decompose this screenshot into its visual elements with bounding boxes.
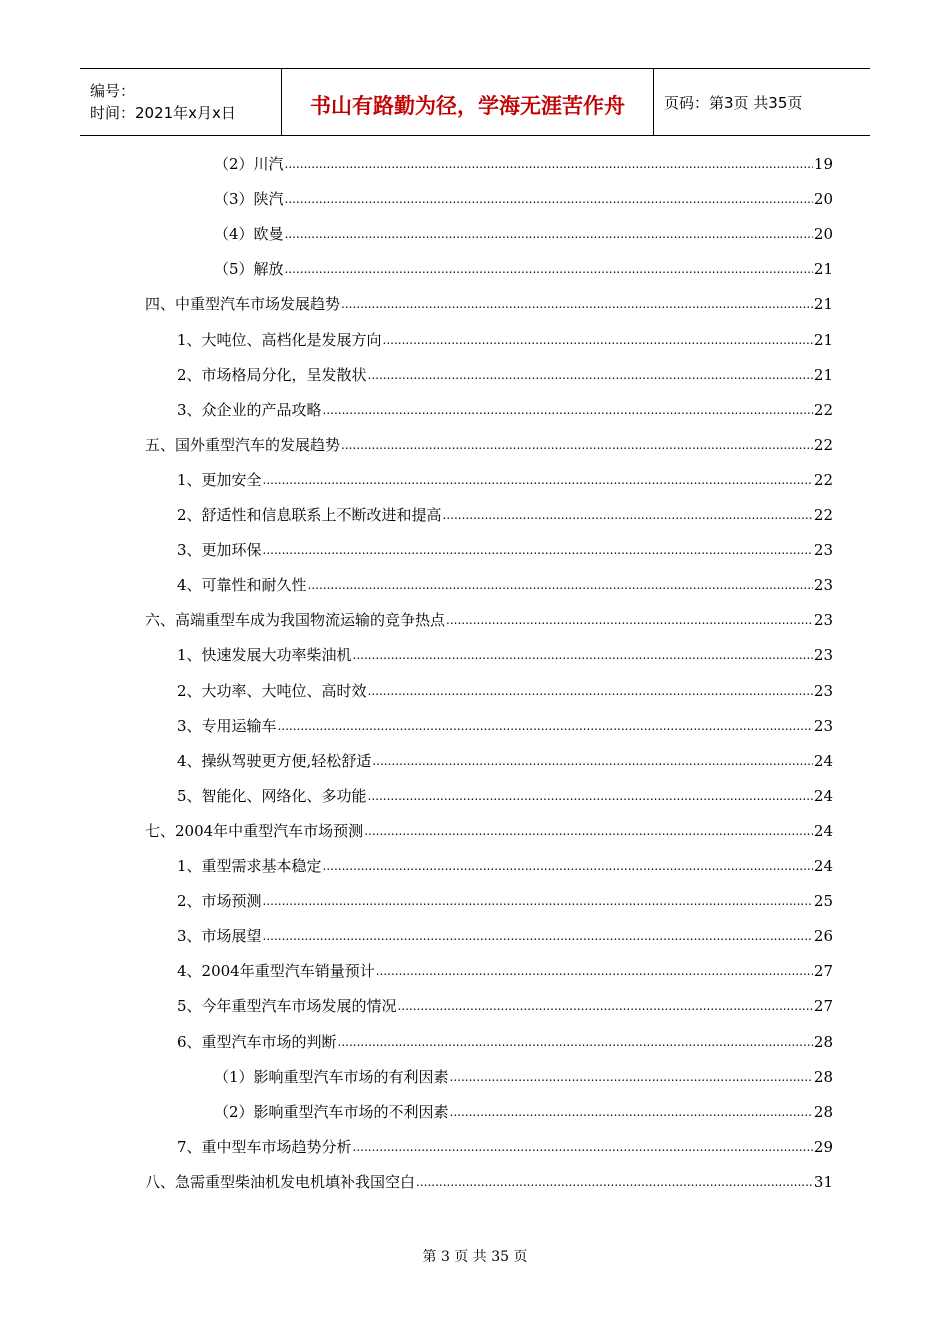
toc-dot-leader: [263, 538, 813, 561]
toc-entry-page: 25: [813, 892, 833, 910]
toc-entry[interactable]: [145, 820, 833, 842]
toc-entry-page: 23: [813, 611, 833, 629]
toc-entry[interactable]: [177, 890, 833, 912]
toc-entry[interactable]: [177, 680, 833, 702]
toc-entry-page: 27: [813, 997, 833, 1015]
toc-entry-title: 1、大吨位、高档化是发展方向: [177, 331, 382, 349]
toc-entry-title: （2）影响重型汽车市场的不利因素: [214, 1103, 449, 1121]
toc-entry-title: 3、众企业的产品攻略: [177, 401, 322, 419]
toc-entry[interactable]: [177, 750, 833, 772]
toc-entry-page: 24: [813, 857, 833, 875]
toc-entry-page: 23: [813, 576, 833, 594]
toc-dot-leader: [372, 749, 813, 772]
header-meta-cell: [80, 69, 282, 135]
toc-entry-title: 2、市场格局分化，呈发散状: [177, 366, 367, 384]
toc-entry[interactable]: [177, 469, 833, 491]
toc-entry[interactable]: [177, 399, 833, 421]
toc-dot-leader: [285, 152, 813, 175]
toc-dot-leader: [450, 1065, 813, 1088]
toc-entry-page: 24: [813, 787, 833, 805]
toc-entry[interactable]: [177, 995, 833, 1017]
toc-entry-title: 3、专用运输车: [177, 717, 277, 735]
toc-entry-title: 5、智能化、网络化、多功能: [177, 787, 367, 805]
toc-entry-page: 22: [813, 436, 833, 454]
toc-entry-page: 23: [813, 717, 833, 735]
toc-entry[interactable]: [214, 1066, 833, 1088]
toc-dot-leader: [338, 1030, 813, 1053]
toc-entry-title: （3）陕汽: [214, 190, 284, 208]
toc-entry-page: 26: [813, 927, 833, 945]
toc-dot-leader: [285, 187, 813, 210]
toc-entry[interactable]: [177, 1031, 833, 1053]
toc-entry[interactable]: [214, 223, 833, 245]
toc-entry-page: 24: [813, 822, 833, 840]
toc-entry-title: （4）欧曼: [214, 225, 284, 243]
toc-entry-page: 31: [813, 1173, 833, 1191]
toc-entry[interactable]: [177, 715, 833, 737]
toc-dot-leader: [443, 503, 813, 526]
toc-dot-leader: [353, 643, 813, 666]
toc-entry-page: 22: [813, 506, 833, 524]
toc-dot-leader: [353, 1135, 813, 1158]
toc-dot-leader: [341, 292, 813, 315]
toc-entry-title: 1、快速发展大功率柴油机: [177, 646, 352, 664]
toc-entry-page: 28: [813, 1033, 833, 1051]
toc-entry-title: 六、高端重型车成为我国物流运输的竞争热点: [145, 611, 446, 629]
toc-entry-page: 20: [813, 190, 833, 208]
toc-entry-title: （1）影响重型汽车市场的有利因素: [214, 1068, 449, 1086]
page-header: [80, 68, 870, 136]
toc-entry-page: 19: [813, 155, 833, 173]
toc-entry-page: 23: [813, 541, 833, 559]
toc-dot-leader: [368, 784, 813, 807]
toc-entry[interactable]: [177, 1136, 833, 1158]
toc-entry-page: 22: [813, 471, 833, 489]
toc-entry[interactable]: [177, 539, 833, 561]
toc-entry-title: 3、更加环保: [177, 541, 262, 559]
toc-entry[interactable]: [145, 293, 833, 315]
toc-entry-title: 2、舒适性和信息联系上不断改进和提高: [177, 506, 442, 524]
toc-dot-leader: [383, 328, 813, 351]
toc-dot-leader: [263, 889, 813, 912]
page-footer: 第 3 页 共 35 页: [422, 1249, 528, 1265]
toc-dot-leader: [446, 608, 813, 631]
toc-dot-leader: [364, 819, 813, 842]
header-page-label: 页码：第3页 共35页: [664, 93, 803, 112]
toc-dot-leader: [278, 714, 813, 737]
toc-entry-title: 7、重中型车市场趋势分析: [177, 1138, 352, 1156]
toc-entry[interactable]: [145, 434, 833, 456]
toc-entry-title: （5）解放: [214, 260, 284, 278]
toc-entry-page: 27: [813, 962, 833, 980]
toc-entry[interactable]: [177, 574, 833, 596]
toc-entry-title: 五、国外重型汽车的发展趋势: [145, 436, 341, 454]
toc-entry[interactable]: [177, 925, 833, 947]
toc-entry[interactable]: [214, 1101, 833, 1123]
toc-entry-title: 四、中重型汽车市场发展趋势: [145, 295, 341, 313]
toc-entry-page: 24: [813, 752, 833, 770]
toc-entry[interactable]: [177, 644, 833, 666]
toc-entry[interactable]: [177, 855, 833, 877]
toc-entry-page: 21: [813, 366, 833, 384]
toc-dot-leader: [398, 994, 813, 1017]
toc-entry-title: 1、重型需求基本稳定: [177, 857, 322, 875]
toc-entry-title: 七、2004年中重型汽车市场预测: [145, 822, 364, 840]
toc-entry-page: 28: [813, 1068, 833, 1086]
toc-dot-leader: [368, 679, 813, 702]
toc-entry[interactable]: [214, 188, 833, 210]
toc-dot-leader: [341, 433, 813, 456]
toc-entry-page: 22: [813, 401, 833, 419]
toc-entry-page: 21: [813, 260, 833, 278]
toc-entry-page: 29: [813, 1138, 833, 1156]
header-page-cell: [654, 69, 870, 135]
header-slogan-cell: [282, 69, 654, 135]
toc-dot-leader: [450, 1100, 813, 1123]
toc-entry-title: 4、2004年重型汽车销量预计: [177, 962, 375, 980]
toc-entry[interactable]: [145, 1171, 833, 1193]
toc-dot-leader: [416, 1170, 813, 1193]
document-date-label: 时间：2021年x月x日: [90, 104, 236, 122]
toc-entry-title: （2）川汽: [214, 155, 284, 173]
toc-entry-title: 2、市场预测: [177, 892, 262, 910]
toc-dot-leader: [323, 398, 813, 421]
toc-dot-leader: [285, 257, 813, 280]
toc-entry[interactable]: [145, 609, 833, 631]
toc-dot-leader: [263, 468, 813, 491]
toc-entry-page: 21: [813, 331, 833, 349]
toc-entry[interactable]: [177, 329, 833, 351]
toc-entry-page: 21: [813, 295, 833, 313]
toc-entry-title: 4、操纵驾驶更方便,轻松舒适: [177, 752, 372, 770]
toc-entry-page: 23: [813, 646, 833, 664]
toc-entry-title: 2、大功率、大吨位、高时效: [177, 682, 367, 700]
toc-entry-title: 3、市场展望: [177, 927, 262, 945]
toc-dot-leader: [376, 959, 813, 982]
toc-entry-page: 23: [813, 682, 833, 700]
toc-dot-leader: [263, 924, 813, 947]
toc-entry-page: 20: [813, 225, 833, 243]
header-slogan: 书山有路勤为径，学海无涯苦作舟: [310, 94, 625, 118]
toc-entry-title: 1、更加安全: [177, 471, 262, 489]
toc-entry[interactable]: [177, 960, 833, 982]
toc-dot-leader: [323, 854, 813, 877]
toc-entry-page: 28: [813, 1103, 833, 1121]
toc-entry-title: 6、重型汽车市场的判断: [177, 1033, 337, 1051]
toc-entry-title: 5、今年重型汽车市场发展的情况: [177, 997, 397, 1015]
toc-dot-leader: [308, 573, 813, 596]
toc-dot-leader: [368, 363, 813, 386]
toc-entry-title: 4、可靠性和耐久性: [177, 576, 307, 594]
toc-entry[interactable]: [177, 785, 833, 807]
toc-entry[interactable]: [214, 153, 833, 175]
toc-dot-leader: [285, 222, 813, 245]
toc-entry-title: 八、急需重型柴油机发电机填补我国空白: [145, 1173, 416, 1191]
toc-entry[interactable]: [177, 504, 833, 526]
document-number-label: 编号：: [90, 82, 136, 100]
toc-entry[interactable]: [214, 258, 833, 280]
toc-entry[interactable]: [177, 364, 833, 386]
